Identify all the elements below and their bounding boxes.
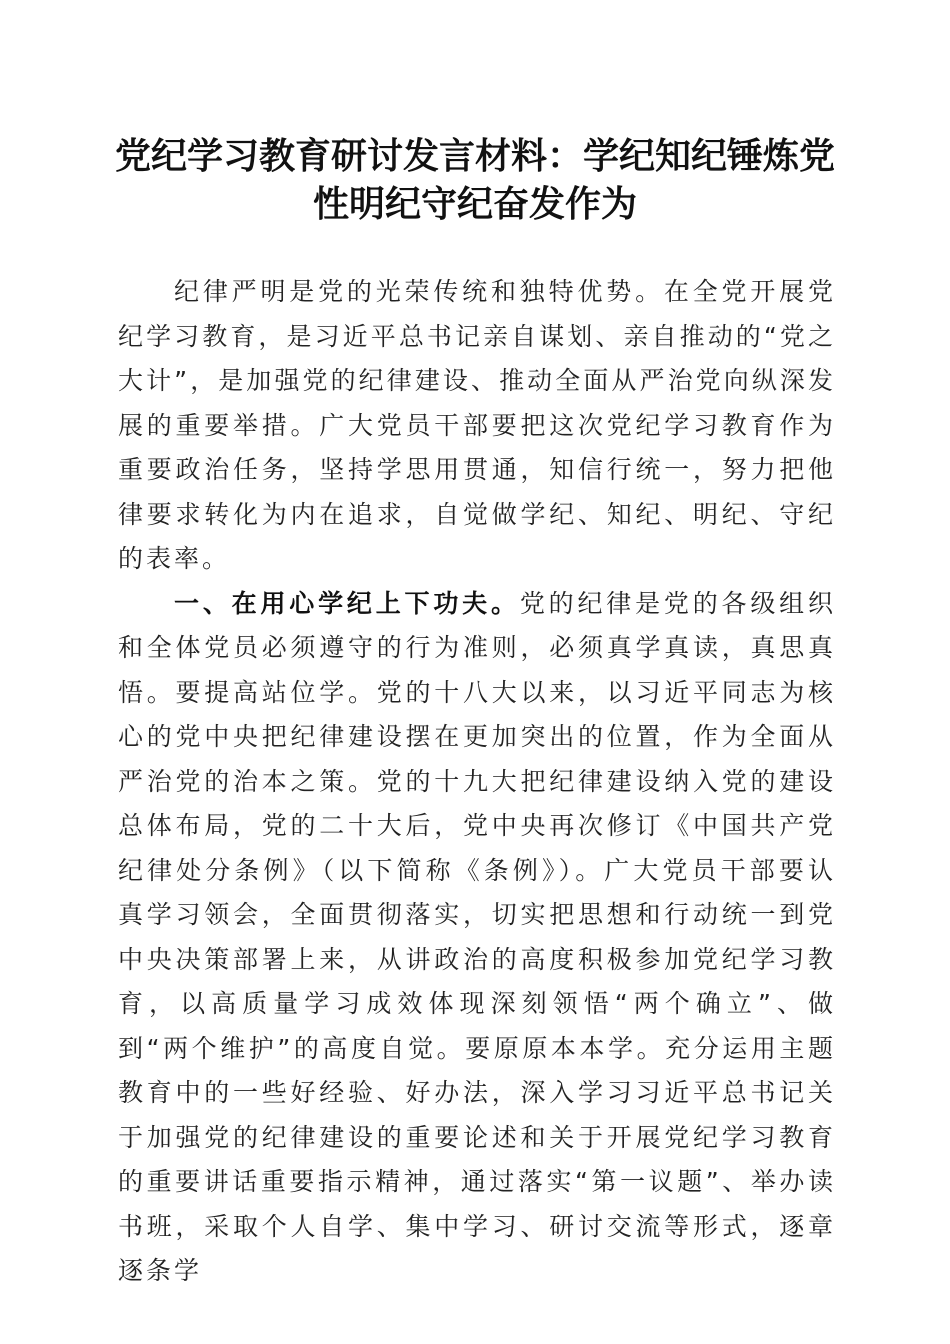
section-body-text: 党的纪律是党的各级组织和全体党员必须遵守的行为准则，必须真学真读，真思真悟。要提高站位学。党的十八大以来，以习近平同志为核心的党中央把纪律建设摆在更加突出的位置，作为全面从严治党的治本之策。党的十九大把纪律建设纳入党的建设总体布局，党的二十大后，党中央再次修订《中国共产党纪律处分条例》（以下简称《条例》）。广大党员干部要认真学习领会，全面贯彻落实，切实把思想和行动统一到党中央决策部署上来，从讲政治的高度积极参加党纪学习教育，以高质量学习成效体现深刻领悟“两个确立”、做到“两个维护”的高度自觉。要原原本本学。充分运用主题教育中的一些好经验、好办法，深入学习习近平总书记关于加强党的纪律建设的重要论述和关于开展党纪学习教育的重要讲话重要指示精神，通过落实“第一议题”、举办读书班，采取个人自学、集中学习、研讨交流等形式，逐章逐条学 [118, 588, 836, 1285]
section-heading: 一、在用心学纪上下功夫。 [174, 588, 520, 618]
paragraph-intro: 纪律严明是党的光荣传统和独特优势。在全党开展党纪学习教育，是习近平总书记亲自谋划、亲自推动的“党之大计”，是加强党的纪律建设、推动全面从严治党向纵深发展的重要举措。广大党员干部要把这次党纪学习教育作为重要政治任务，坚持学思用贯通，知信行统一，努力把他律要求转化为内在追求，自觉做学纪、知纪、明纪、守纪的表率。 [118, 277, 836, 573]
document-title: 党纪学习教育研讨发言材料：学纪知纪锤炼党性明纪守纪奋发作为 [114, 135, 835, 225]
paragraph-section-one [118, 582, 836, 1294]
document-body [118, 270, 836, 1294]
